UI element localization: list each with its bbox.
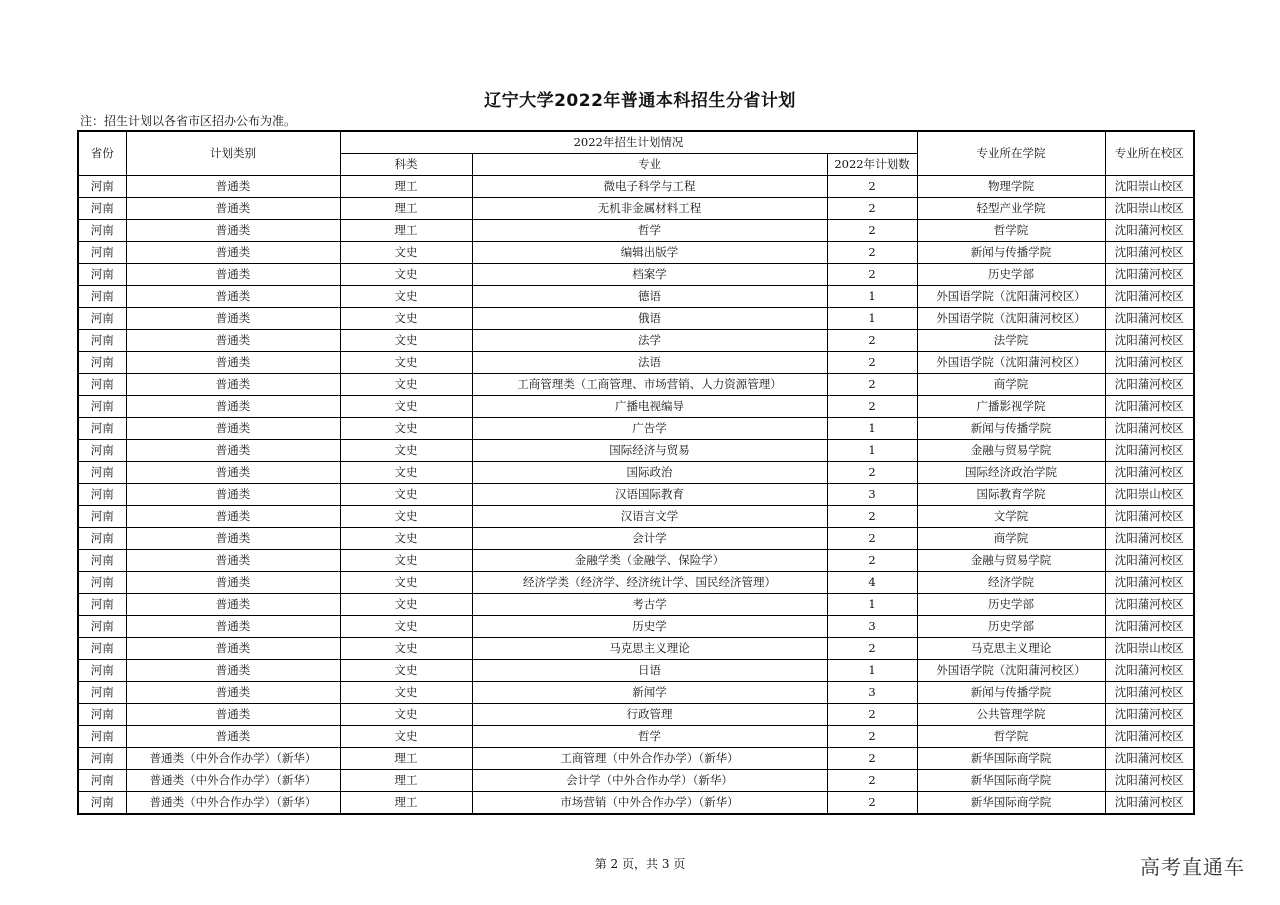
cell-province: 河南 (78, 682, 126, 704)
cell-plan-type: 普通类 (126, 704, 340, 726)
table-row (78, 682, 1194, 704)
cell-category: 文史 (340, 440, 472, 462)
cell-province: 河南 (78, 594, 126, 616)
cell-count: 2 (827, 176, 917, 198)
enrollment-plan-table (77, 130, 1195, 815)
cell-college: 哲学院 (917, 726, 1105, 748)
cell-province: 河南 (78, 704, 126, 726)
cell-plan-type: 普通类 (126, 440, 340, 462)
cell-campus: 沈阳崇山校区 (1105, 638, 1194, 660)
cell-college: 商学院 (917, 374, 1105, 396)
cell-category: 理工 (340, 792, 472, 815)
cell-major: 行政管理 (472, 704, 827, 726)
cell-category: 文史 (340, 374, 472, 396)
cell-plan-type: 普通类 (126, 418, 340, 440)
cell-province: 河南 (78, 726, 126, 748)
table-body (78, 176, 1194, 815)
cell-college: 经济学院 (917, 572, 1105, 594)
cell-category: 文史 (340, 264, 472, 286)
watermark: 高考直通车 (1140, 855, 1245, 879)
cell-category: 文史 (340, 660, 472, 682)
cell-category: 文史 (340, 242, 472, 264)
cell-province: 河南 (78, 616, 126, 638)
cell-province: 河南 (78, 638, 126, 660)
header-plan-group: 2022年招生计划情况 (340, 131, 917, 154)
cell-major: 广播电视编导 (472, 396, 827, 418)
cell-count: 2 (827, 506, 917, 528)
cell-province: 河南 (78, 308, 126, 330)
cell-category: 文史 (340, 308, 472, 330)
cell-province: 河南 (78, 484, 126, 506)
cell-campus: 沈阳蒲河校区 (1105, 418, 1194, 440)
cell-major: 经济学类（经济学、经济统计学、国民经济管理） (472, 572, 827, 594)
cell-major: 历史学 (472, 616, 827, 638)
cell-category: 文史 (340, 616, 472, 638)
cell-major: 哲学 (472, 726, 827, 748)
cell-category: 文史 (340, 396, 472, 418)
cell-major: 德语 (472, 286, 827, 308)
cell-major: 法语 (472, 352, 827, 374)
cell-province: 河南 (78, 330, 126, 352)
cell-count: 4 (827, 572, 917, 594)
cell-count: 1 (827, 308, 917, 330)
cell-major: 档案学 (472, 264, 827, 286)
cell-campus: 沈阳蒲河校区 (1105, 792, 1194, 815)
cell-category: 理工 (340, 770, 472, 792)
cell-major: 新闻学 (472, 682, 827, 704)
cell-major: 会计学（中外合作办学）（新华） (472, 770, 827, 792)
cell-plan-type: 普通类 (126, 682, 340, 704)
table-row (78, 330, 1194, 352)
cell-college: 新闻与传播学院 (917, 418, 1105, 440)
cell-campus: 沈阳蒲河校区 (1105, 352, 1194, 374)
cell-category: 文史 (340, 528, 472, 550)
cell-category: 文史 (340, 484, 472, 506)
cell-province: 河南 (78, 176, 126, 198)
cell-count: 1 (827, 660, 917, 682)
table-row (78, 704, 1194, 726)
cell-count: 1 (827, 594, 917, 616)
cell-plan-type: 普通类 (126, 484, 340, 506)
header-count: 2022年计划数 (827, 154, 917, 176)
cell-plan-type: 普通类 (126, 572, 340, 594)
cell-campus: 沈阳蒲河校区 (1105, 770, 1194, 792)
table-row (78, 792, 1194, 815)
cell-province: 河南 (78, 550, 126, 572)
cell-campus: 沈阳蒲河校区 (1105, 660, 1194, 682)
cell-category: 文史 (340, 418, 472, 440)
cell-province: 河南 (78, 418, 126, 440)
table-row (78, 374, 1194, 396)
cell-province: 河南 (78, 506, 126, 528)
cell-plan-type: 普通类（中外合作办学）（新华） (126, 748, 340, 770)
cell-plan-type: 普通类 (126, 396, 340, 418)
table-row (78, 638, 1194, 660)
cell-major: 马克思主义理论 (472, 638, 827, 660)
cell-major: 俄语 (472, 308, 827, 330)
cell-college: 历史学部 (917, 594, 1105, 616)
cell-plan-type: 普通类 (126, 726, 340, 748)
cell-count: 2 (827, 396, 917, 418)
cell-category: 文史 (340, 550, 472, 572)
cell-major: 工商管理（中外合作办学）（新华） (472, 748, 827, 770)
cell-college: 公共管理学院 (917, 704, 1105, 726)
cell-college: 新华国际商学院 (917, 770, 1105, 792)
cell-category: 文史 (340, 572, 472, 594)
cell-campus: 沈阳崇山校区 (1105, 484, 1194, 506)
table-row (78, 594, 1194, 616)
cell-count: 2 (827, 704, 917, 726)
cell-major: 无机非金属材料工程 (472, 198, 827, 220)
cell-major: 会计学 (472, 528, 827, 550)
cell-province: 河南 (78, 220, 126, 242)
cell-plan-type: 普通类 (126, 352, 340, 374)
cell-count: 1 (827, 286, 917, 308)
document-title: 辽宁大学2022年普通本科招生分省计划 (484, 91, 796, 111)
cell-college: 轻型产业学院 (917, 198, 1105, 220)
table-row (78, 550, 1194, 572)
cell-campus: 沈阳蒲河校区 (1105, 748, 1194, 770)
cell-plan-type: 普通类 (126, 660, 340, 682)
cell-count: 1 (827, 418, 917, 440)
cell-count: 2 (827, 352, 917, 374)
cell-category: 文史 (340, 594, 472, 616)
cell-plan-type: 普通类 (126, 264, 340, 286)
cell-plan-type: 普通类 (126, 330, 340, 352)
cell-major: 汉语国际教育 (472, 484, 827, 506)
cell-category: 文史 (340, 638, 472, 660)
cell-province: 河南 (78, 748, 126, 770)
cell-province: 河南 (78, 528, 126, 550)
table-row (78, 220, 1194, 242)
cell-province: 河南 (78, 440, 126, 462)
cell-category: 理工 (340, 220, 472, 242)
cell-count: 2 (827, 198, 917, 220)
header-plan-type: 计划类别 (126, 131, 340, 176)
table-row (78, 484, 1194, 506)
cell-college: 外国语学院（沈阳蒲河校区） (917, 660, 1105, 682)
cell-count: 2 (827, 330, 917, 352)
cell-college: 新闻与传播学院 (917, 242, 1105, 264)
cell-campus: 沈阳蒲河校区 (1105, 396, 1194, 418)
cell-province: 河南 (78, 264, 126, 286)
cell-province: 河南 (78, 352, 126, 374)
cell-college: 金融与贸易学院 (917, 550, 1105, 572)
cell-plan-type: 普通类 (126, 616, 340, 638)
cell-province: 河南 (78, 242, 126, 264)
cell-plan-type: 普通类（中外合作办学）（新华） (126, 770, 340, 792)
cell-count: 2 (827, 462, 917, 484)
cell-plan-type: 普通类 (126, 198, 340, 220)
cell-province: 河南 (78, 198, 126, 220)
table-row (78, 308, 1194, 330)
cell-count: 1 (827, 440, 917, 462)
cell-category: 文史 (340, 462, 472, 484)
cell-campus: 沈阳蒲河校区 (1105, 550, 1194, 572)
cell-category: 理工 (340, 748, 472, 770)
cell-college: 新闻与传播学院 (917, 682, 1105, 704)
cell-province: 河南 (78, 396, 126, 418)
cell-count: 2 (827, 242, 917, 264)
cell-plan-type: 普通类（中外合作办学）（新华） (126, 792, 340, 815)
cell-category: 文史 (340, 682, 472, 704)
cell-province: 河南 (78, 286, 126, 308)
table-row (78, 286, 1194, 308)
cell-count: 2 (827, 528, 917, 550)
cell-plan-type: 普通类 (126, 462, 340, 484)
cell-campus: 沈阳崇山校区 (1105, 176, 1194, 198)
cell-count: 2 (827, 374, 917, 396)
table-row (78, 770, 1194, 792)
cell-college: 历史学部 (917, 264, 1105, 286)
header-category: 科类 (340, 154, 472, 176)
cell-province: 河南 (78, 792, 126, 815)
cell-major: 工商管理类（工商管理、市场营销、人力资源管理） (472, 374, 827, 396)
cell-count: 2 (827, 550, 917, 572)
table-row (78, 352, 1194, 374)
cell-campus: 沈阳蒲河校区 (1105, 572, 1194, 594)
cell-college: 物理学院 (917, 176, 1105, 198)
cell-college: 新华国际商学院 (917, 748, 1105, 770)
table-row (78, 660, 1194, 682)
cell-major: 微电子科学与工程 (472, 176, 827, 198)
cell-campus: 沈阳蒲河校区 (1105, 286, 1194, 308)
cell-count: 2 (827, 726, 917, 748)
cell-plan-type: 普通类 (126, 286, 340, 308)
table-row (78, 176, 1194, 198)
table-row (78, 264, 1194, 286)
cell-campus: 沈阳蒲河校区 (1105, 242, 1194, 264)
cell-campus: 沈阳蒲河校区 (1105, 264, 1194, 286)
table-row (78, 726, 1194, 748)
cell-campus: 沈阳蒲河校区 (1105, 594, 1194, 616)
cell-category: 文史 (340, 506, 472, 528)
table-row (78, 462, 1194, 484)
cell-major: 考古学 (472, 594, 827, 616)
cell-major: 编辑出版学 (472, 242, 827, 264)
header-province: 省份 (78, 131, 126, 176)
cell-major: 国际政治 (472, 462, 827, 484)
cell-category: 文史 (340, 286, 472, 308)
table-row (78, 528, 1194, 550)
cell-province: 河南 (78, 462, 126, 484)
header-campus: 专业所在校区 (1105, 131, 1194, 176)
cell-campus: 沈阳蒲河校区 (1105, 682, 1194, 704)
header-major: 专业 (472, 154, 827, 176)
cell-major: 汉语言文学 (472, 506, 827, 528)
cell-major: 国际经济与贸易 (472, 440, 827, 462)
cell-count: 2 (827, 792, 917, 815)
table-row (78, 616, 1194, 638)
cell-count: 2 (827, 264, 917, 286)
table-row (78, 418, 1194, 440)
cell-province: 河南 (78, 374, 126, 396)
cell-college: 法学院 (917, 330, 1105, 352)
cell-college: 广播影视学院 (917, 396, 1105, 418)
cell-major: 市场营销（中外合作办学）（新华） (472, 792, 827, 815)
cell-plan-type: 普通类 (126, 374, 340, 396)
table-row (78, 748, 1194, 770)
cell-college: 商学院 (917, 528, 1105, 550)
cell-college: 外国语学院（沈阳蒲河校区） (917, 286, 1105, 308)
cell-category: 文史 (340, 704, 472, 726)
cell-major: 日语 (472, 660, 827, 682)
cell-category: 理工 (340, 198, 472, 220)
cell-category: 文史 (340, 726, 472, 748)
cell-campus: 沈阳蒲河校区 (1105, 616, 1194, 638)
cell-major: 法学 (472, 330, 827, 352)
cell-plan-type: 普通类 (126, 528, 340, 550)
cell-campus: 沈阳蒲河校区 (1105, 308, 1194, 330)
table-row (78, 396, 1194, 418)
note-text: 注：招生计划以各省市区招办公布为准。 (80, 114, 297, 128)
cell-province: 河南 (78, 770, 126, 792)
cell-college: 金融与贸易学院 (917, 440, 1105, 462)
cell-college: 国际经济政治学院 (917, 462, 1105, 484)
cell-college: 新华国际商学院 (917, 792, 1105, 815)
cell-campus: 沈阳蒲河校区 (1105, 528, 1194, 550)
cell-count: 2 (827, 770, 917, 792)
cell-count: 2 (827, 748, 917, 770)
cell-category: 文史 (340, 330, 472, 352)
page-number: 第 2 页，共 3 页 (594, 857, 686, 871)
table-row (78, 242, 1194, 264)
cell-plan-type: 普通类 (126, 176, 340, 198)
cell-college: 文学院 (917, 506, 1105, 528)
cell-college: 哲学院 (917, 220, 1105, 242)
cell-campus: 沈阳蒲河校区 (1105, 704, 1194, 726)
cell-category: 文史 (340, 352, 472, 374)
cell-campus: 沈阳崇山校区 (1105, 198, 1194, 220)
cell-campus: 沈阳蒲河校区 (1105, 374, 1194, 396)
cell-college: 外国语学院（沈阳蒲河校区） (917, 352, 1105, 374)
cell-count: 2 (827, 638, 917, 660)
cell-count: 2 (827, 220, 917, 242)
cell-count: 3 (827, 484, 917, 506)
cell-campus: 沈阳蒲河校区 (1105, 440, 1194, 462)
cell-college: 马克思主义理论 (917, 638, 1105, 660)
cell-campus: 沈阳蒲河校区 (1105, 726, 1194, 748)
cell-province: 河南 (78, 660, 126, 682)
header-college: 专业所在学院 (917, 131, 1105, 176)
cell-campus: 沈阳蒲河校区 (1105, 220, 1194, 242)
cell-campus: 沈阳蒲河校区 (1105, 462, 1194, 484)
table-row (78, 572, 1194, 594)
table-row (78, 440, 1194, 462)
cell-plan-type: 普通类 (126, 550, 340, 572)
table-row (78, 506, 1194, 528)
cell-province: 河南 (78, 572, 126, 594)
cell-major: 哲学 (472, 220, 827, 242)
cell-plan-type: 普通类 (126, 308, 340, 330)
cell-major: 金融学类（金融学、保险学） (472, 550, 827, 572)
cell-major: 广告学 (472, 418, 827, 440)
cell-campus: 沈阳蒲河校区 (1105, 330, 1194, 352)
cell-count: 3 (827, 682, 917, 704)
cell-college: 外国语学院（沈阳蒲河校区） (917, 308, 1105, 330)
cell-plan-type: 普通类 (126, 638, 340, 660)
cell-category: 理工 (340, 176, 472, 198)
cell-plan-type: 普通类 (126, 220, 340, 242)
table-row (78, 198, 1194, 220)
cell-plan-type: 普通类 (126, 242, 340, 264)
cell-campus: 沈阳蒲河校区 (1105, 506, 1194, 528)
cell-plan-type: 普通类 (126, 506, 340, 528)
cell-college: 历史学部 (917, 616, 1105, 638)
cell-college: 国际教育学院 (917, 484, 1105, 506)
cell-plan-type: 普通类 (126, 594, 340, 616)
cell-count: 3 (827, 616, 917, 638)
